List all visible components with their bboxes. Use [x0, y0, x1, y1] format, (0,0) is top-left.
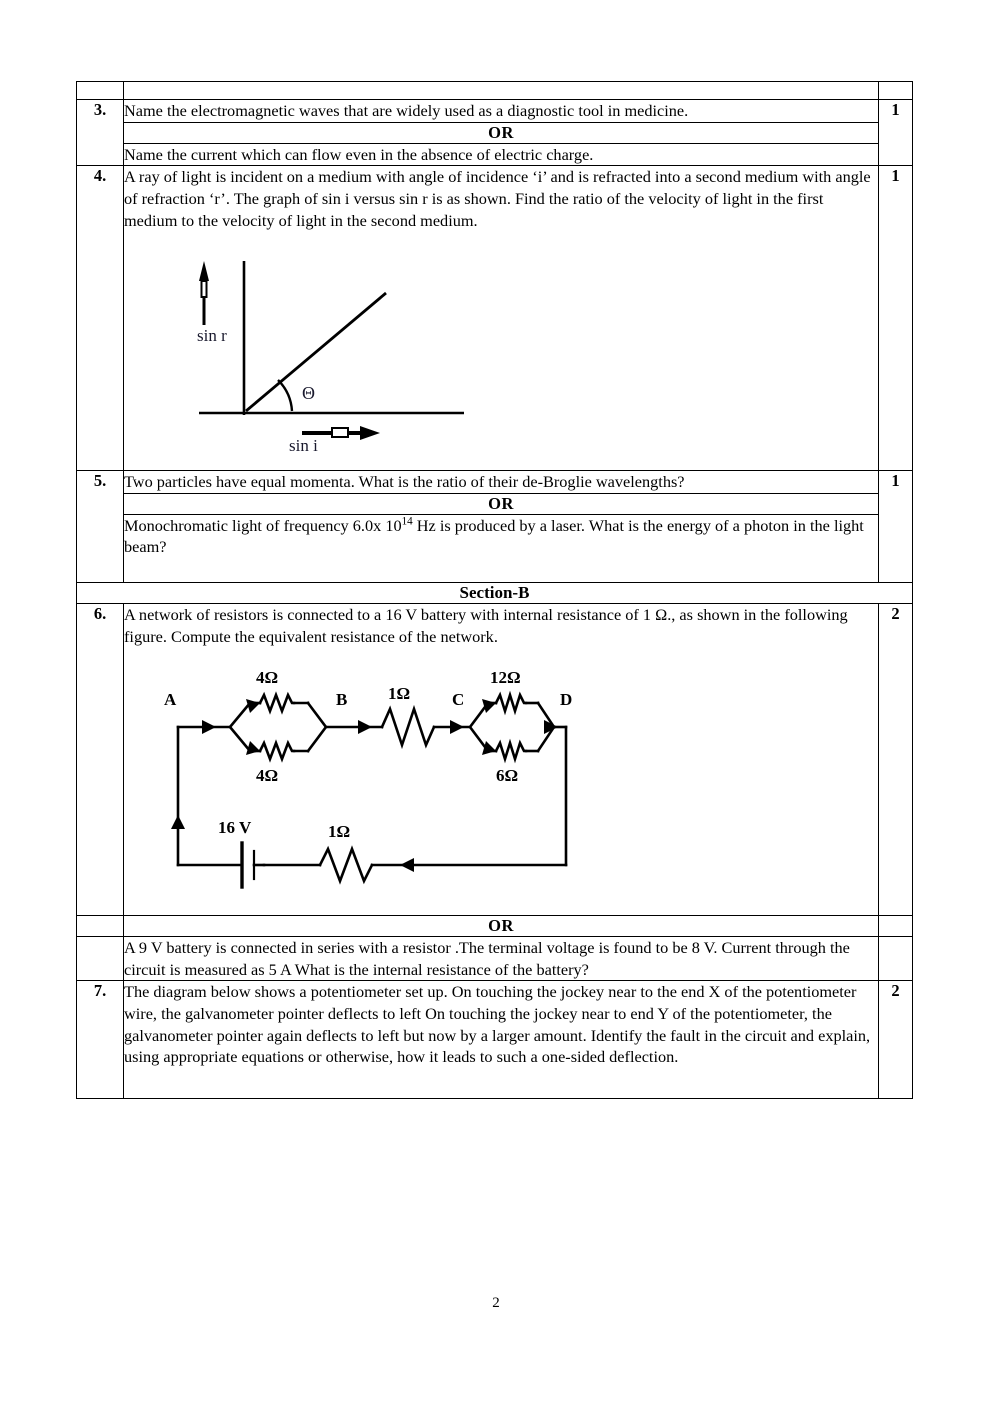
circuit-label-battery: 16 V	[218, 818, 252, 838]
arrow-c-icon	[450, 720, 464, 734]
question-number-7: 7.	[77, 981, 124, 1099]
circuit-svg	[160, 665, 580, 905]
arrow-a-icon	[202, 720, 216, 734]
blank-body-cell	[124, 82, 879, 100]
arrow-top-right-icon	[482, 699, 496, 713]
empty-num-cell-alt6	[77, 937, 124, 981]
table-row	[77, 143, 913, 166]
alternative-superscript-5: 14	[401, 515, 413, 528]
question-text-4: A ray of light is incident on a medium with angle of incidence ‘i’ and is refracted into a second medium with angle of refraction ‘r’. The graph of sin i versus sin r is as shown. Find the ratio of the velocity of light in the first medium to the velocity of light in the second medium.	[124, 167, 871, 230]
alternative-text-3: Name the current which can flow even in the absence of electric charge.	[124, 143, 879, 166]
or-separator-6: OR	[124, 916, 879, 937]
page-number: 2	[492, 1295, 500, 1311]
circuit-label-r-top-left: 4Ω	[256, 668, 279, 688]
question-number-4: 4.	[77, 166, 124, 471]
circuit-label-r-bottom-right: 6Ω	[496, 766, 519, 786]
question-number-3: 3.	[77, 100, 124, 166]
blank-marks-cell	[879, 82, 913, 100]
arrow-bottom-icon	[400, 858, 414, 872]
angle-arc	[278, 380, 292, 411]
current-arrows	[171, 699, 558, 872]
circuit-label-d: D	[560, 690, 573, 710]
question-cell-4	[124, 166, 879, 471]
graph-line	[246, 293, 386, 411]
table-row	[77, 916, 913, 937]
question-text-7: The diagram below shows a potentiometer set up. On touching the jockey near to the end X of the potentiometer wire, the galvanometer pointer deflects to left On touching the jockey near to end Y of the potentiometer, the galvanometer pointer again deflects to left but now by a larger amount. Identify the fault in the circuit and explain, using appropriate equations or otherwise, how it leads to such a one-sided deflection.	[124, 982, 871, 1067]
circuit-label-r-top-right: 12Ω	[490, 668, 521, 688]
table-row	[77, 471, 913, 494]
circuit-label-a: A	[164, 690, 177, 710]
table-row	[77, 166, 913, 471]
question-marks-7: 2	[879, 981, 913, 1099]
arrow-left-up-icon	[171, 815, 185, 829]
question-text-5: Two particles have equal momenta. What is the ratio of their de-Broglie wavelengths?	[124, 471, 879, 494]
circuit-label-b: B	[336, 690, 348, 710]
table-row	[77, 493, 913, 514]
graph-svg	[194, 253, 494, 458]
graph-angle-label: Θ	[302, 383, 315, 404]
question-cell-7	[124, 981, 879, 1099]
or-separator-5: OR	[124, 493, 879, 514]
arrow-bottom-right-icon	[482, 741, 496, 755]
graph-x-label: sin i	[289, 436, 318, 456]
table-row	[77, 514, 913, 582]
table-row	[77, 122, 913, 143]
question-marks-4: 1	[879, 166, 913, 471]
question-cell-6	[124, 604, 879, 916]
blank-num-cell	[77, 82, 124, 100]
question-text-3: Name the electromagnetic waves that are widely used as a diagnostic tool in medicine.	[124, 100, 879, 123]
alternative-text-6: A 9 V battery is connected in series with a resistor .The terminal voltage is found to be 8 V. Current through the circuit is measured as 5 A What is the internal resistance of the battery?	[124, 937, 879, 981]
alternative-text-5-after: Hz is produced by a laser. What is the energy of a photon in the light beam?	[124, 515, 864, 557]
circuit-label-r-internal: 1Ω	[328, 822, 351, 842]
arrow-b-icon	[358, 720, 372, 734]
arrow-top-left-icon	[246, 699, 260, 713]
empty-marks-cell-or6	[879, 916, 913, 937]
alternative-text-5-before: Monochromatic light of frequency 6.0x 10	[124, 515, 402, 535]
question-table	[76, 81, 913, 1099]
question-number-5: 5.	[77, 471, 124, 583]
section-heading: Section-B	[77, 583, 913, 604]
circuit-label-c: C	[452, 690, 465, 710]
question-number-6: 6.	[77, 604, 124, 916]
empty-num-cell-or6	[77, 916, 124, 937]
circuit-label-r-bottom-left: 4Ω	[256, 766, 279, 786]
y-axis-arrow-icon	[199, 261, 209, 325]
circuit-label-r-middle: 1Ω	[388, 684, 411, 704]
table-row	[77, 937, 913, 981]
question-text-6: A network of resistors is connected to a 16 V battery with internal resistance of 1 Ω., as shown in the following figure. Compute the equivalent resistance of the network.	[124, 605, 848, 646]
table-row	[77, 100, 913, 123]
table-row-section	[77, 583, 913, 604]
table-row	[77, 981, 913, 1099]
graph-y-label: sin r	[197, 326, 227, 346]
question-marks-3: 1	[879, 100, 913, 166]
resistor-network-circuit-figure	[160, 665, 914, 911]
empty-marks-cell-alt6	[879, 937, 913, 981]
question-marks-5: 1	[879, 471, 913, 583]
or-separator-3: OR	[124, 122, 879, 143]
alternative-cell-5	[124, 514, 879, 582]
question-marks-6: 2	[879, 604, 913, 916]
table-row-blank	[77, 82, 913, 100]
arrow-bottom-left-icon	[246, 741, 260, 755]
table-row	[77, 604, 913, 916]
sin-i-sin-r-graph-figure	[194, 253, 948, 464]
